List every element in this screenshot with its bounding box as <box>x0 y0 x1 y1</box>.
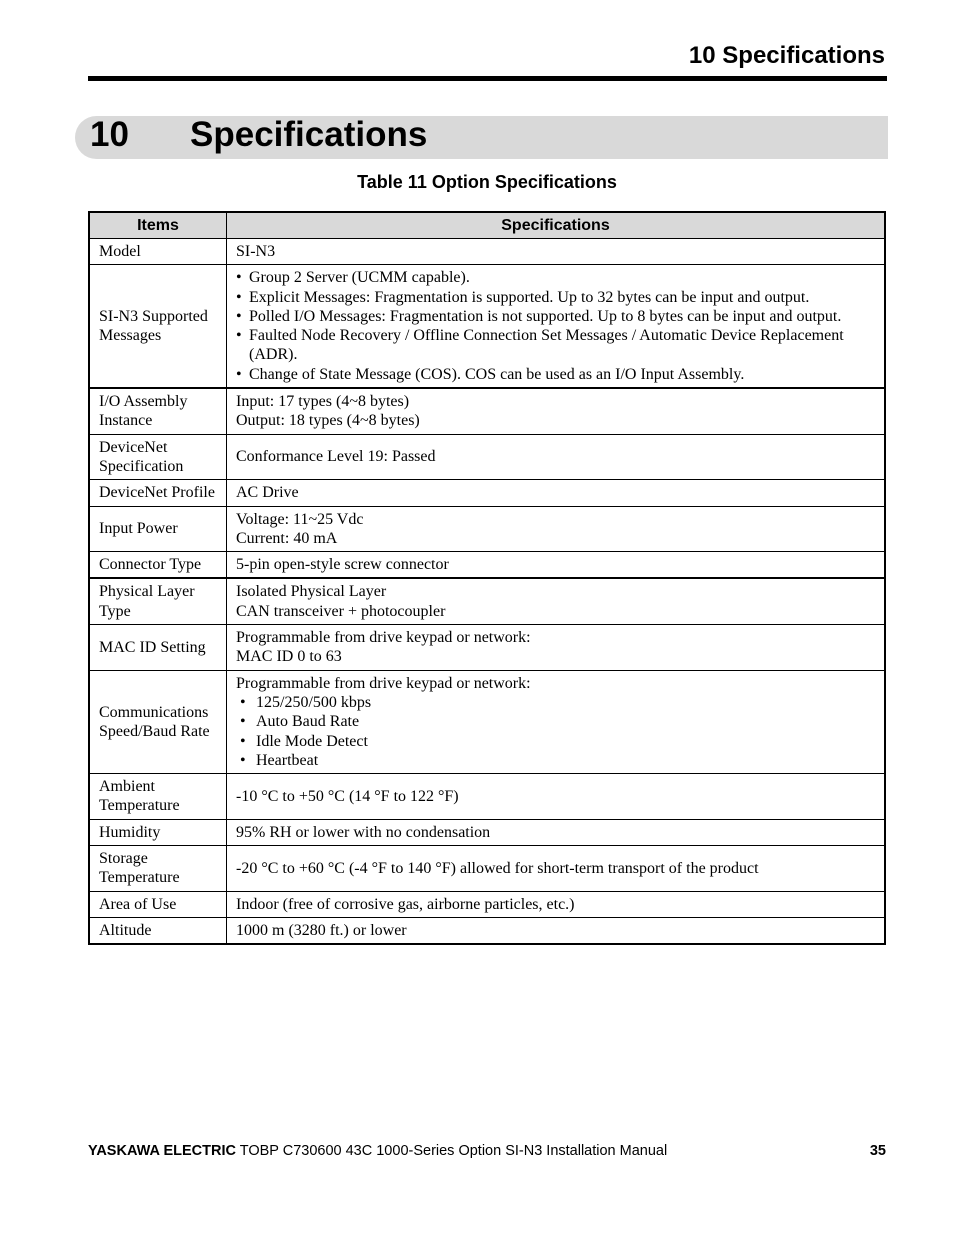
table-row <box>89 388 885 434</box>
list-item: • Idle Mode Detect <box>236 732 880 751</box>
spec-line: 95% RH or lower with no condensation <box>236 823 491 841</box>
table-row <box>89 670 885 773</box>
table-caption: Table 11 Option Specifications <box>357 172 617 192</box>
header-rule <box>88 76 887 81</box>
spec-line: Voltage: 11~25 Vdc <box>236 510 364 528</box>
row-spec-value <box>227 480 886 506</box>
row-item-label: Storage Temperature <box>89 846 227 892</box>
list-item: • Polled I/O Messages: Fragmentation is not supported. Up to 8 bytes can be input and output. <box>236 307 880 326</box>
row-item-label: Ambient Temperature <box>89 774 227 820</box>
row-spec-value <box>227 670 886 773</box>
row-spec-value <box>227 774 886 820</box>
table-row <box>89 819 885 845</box>
section-title: Specifications <box>190 115 428 154</box>
row-spec-value <box>227 819 886 845</box>
spec-line: Current: 40 mA <box>236 529 338 547</box>
row-spec-value <box>227 846 886 892</box>
spec-line: Input: 17 types (4~8 bytes) <box>236 393 410 411</box>
running-header-title: 10 Specifications <box>688 42 885 69</box>
list-item: • Faulted Node Recovery / Offline Connection Set Messages / Automatic Device Replacement (ADR). <box>236 326 880 365</box>
row-spec-value <box>227 917 886 944</box>
spec-line: 5-pin open-style screw connector <box>236 556 449 574</box>
row-spec-value <box>227 552 886 579</box>
row-spec-value <box>227 388 886 434</box>
table-row <box>89 265 885 388</box>
row-spec-value <box>227 434 886 480</box>
row-item-label: I/O Assembly Instance <box>89 388 227 434</box>
spec-line: Programmable from drive keypad or network: <box>236 629 531 647</box>
row-spec-value <box>227 265 886 388</box>
list-item: • Heartbeat <box>236 751 880 770</box>
table-row <box>89 891 885 917</box>
spec-line: Indoor (free of corrosive gas, airborne particles, etc.) <box>236 895 575 913</box>
section-number: 10 <box>90 115 129 154</box>
spec-line: Output: 18 types (4~8 bytes) <box>236 412 420 430</box>
row-spec-value <box>227 891 886 917</box>
row-item-label: DeviceNet Specification <box>89 434 227 480</box>
list-item: • Auto Baud Rate <box>236 712 880 731</box>
table-header-row <box>89 212 885 239</box>
table-row <box>89 774 885 820</box>
spec-line: Conformance Level 19: Passed <box>236 448 436 466</box>
spec-line: MAC ID 0 to 63 <box>236 648 342 666</box>
row-item-label: Altitude <box>89 917 227 944</box>
spec-line: Programmable from drive keypad or network: <box>236 674 531 692</box>
spec-line: -10 °C to +50 °C (14 °F to 122 °F) <box>236 787 459 805</box>
row-item-label: DeviceNet Profile <box>89 480 227 506</box>
table-row <box>89 239 885 265</box>
spec-line: 1000 m (3280 ft.) or lower <box>236 921 407 939</box>
spec-bullet-list <box>236 693 880 770</box>
spec-line: -20 °C to +60 °C (-4 °F to 140 °F) allowed for short-term transport of the product <box>236 859 759 877</box>
row-item-label: Input Power <box>89 506 227 552</box>
row-spec-value <box>227 506 886 552</box>
spec-bullet-list <box>236 268 880 384</box>
spec-line: CAN transceiver + photocoupler <box>236 602 446 620</box>
column-header-items: Items <box>89 212 227 239</box>
footer-manual-title: TOBP C730600 43C 1000-Series Option SI-N3 Installation Manual <box>235 1143 668 1159</box>
column-header-specifications: Specifications <box>227 212 886 239</box>
spec-line: Isolated Physical Layer <box>236 583 387 601</box>
list-item: • 125/250/500 kbps <box>236 693 880 712</box>
table-row <box>89 480 885 506</box>
specifications-table <box>88 211 886 945</box>
table-body <box>89 239 885 945</box>
row-item-label: SI-N3 Supported Messages <box>89 265 227 388</box>
row-item-label: Communications Speed/Baud Rate <box>89 670 227 773</box>
row-item-label: MAC ID Setting <box>89 625 227 671</box>
table-row <box>89 846 885 892</box>
row-item-label: Area of Use <box>89 891 227 917</box>
row-item-label: Model <box>89 239 227 265</box>
spec-line: SI-N3 <box>236 243 276 260</box>
row-spec-value <box>227 239 886 265</box>
table-row <box>89 434 885 480</box>
table-row <box>89 917 885 944</box>
table-row <box>89 578 885 624</box>
page-number: 35 <box>869 1143 886 1159</box>
spec-line: AC Drive <box>236 484 299 502</box>
list-item: • Group 2 Server (UCMM capable). <box>236 268 880 287</box>
row-item-label: Physical Layer Type <box>89 578 227 624</box>
footer-brand: YASKAWA ELECTRIC <box>88 1143 236 1159</box>
table-row <box>89 552 885 579</box>
row-item-label: Humidity <box>89 819 227 845</box>
row-spec-value <box>227 578 886 624</box>
page-footer <box>88 1143 886 1159</box>
row-spec-value <box>227 625 886 671</box>
list-item: • Explicit Messages: Fragmentation is supported. Up to 32 bytes can be input and output. <box>236 288 880 307</box>
table-row <box>89 506 885 552</box>
list-item: • Change of State Message (COS). COS can be used as an I/O Input Assembly. <box>236 365 880 384</box>
table-row <box>89 625 885 671</box>
row-item-label: Connector Type <box>89 552 227 579</box>
